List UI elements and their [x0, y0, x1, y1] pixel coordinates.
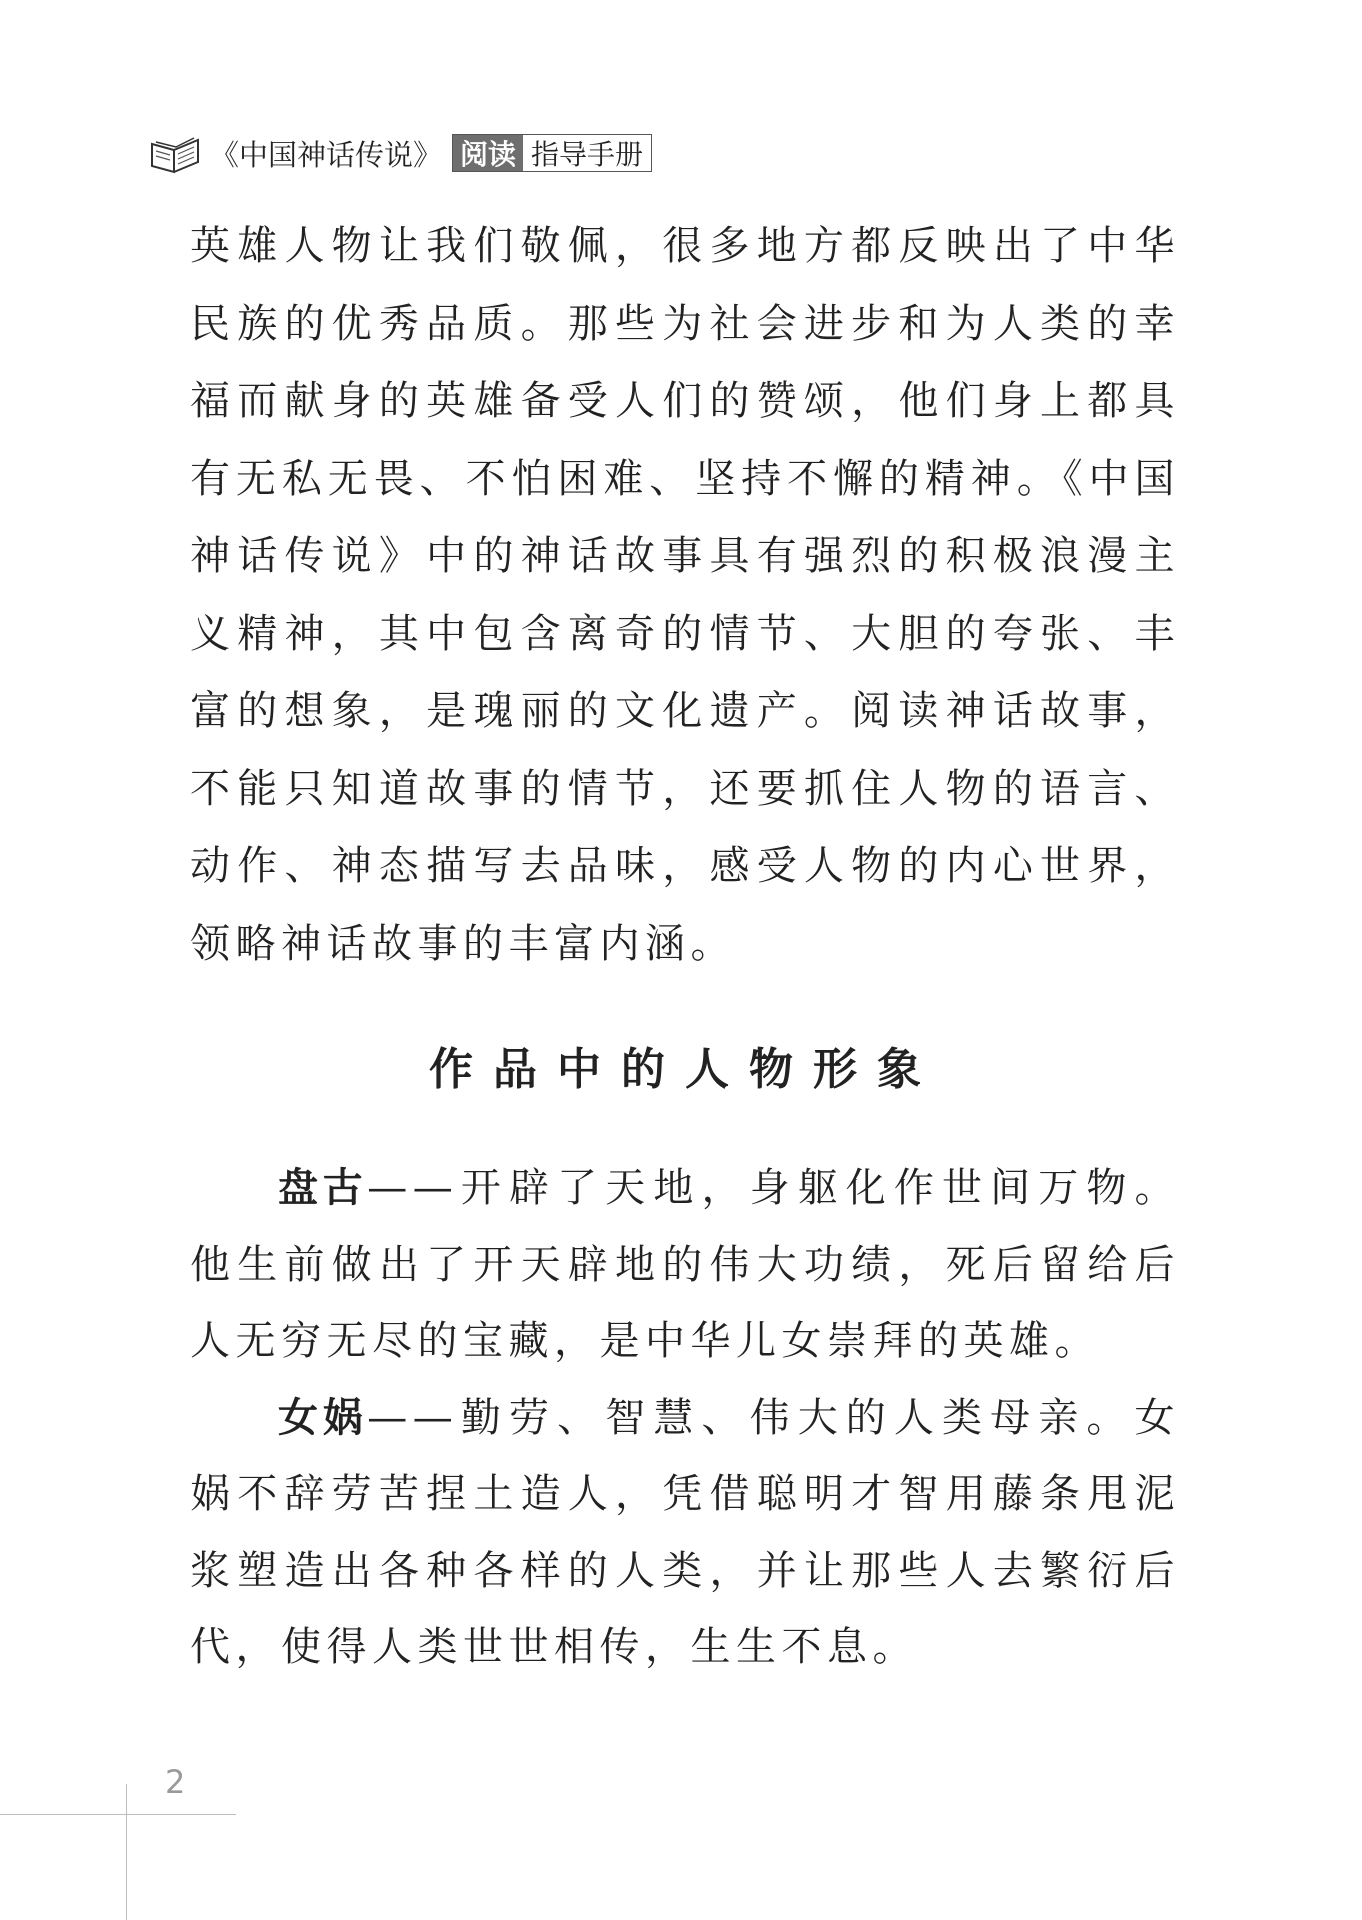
- book-title: 《中国神话传说》: [210, 137, 443, 172]
- section-heading: 作品中的人物形象: [429, 1044, 941, 1095]
- read-tag: 阅读: [453, 135, 523, 171]
- corner-rule-horizontal: [0, 1814, 236, 1815]
- open-book-icon: [148, 130, 204, 176]
- intro-paragraph: 英雄人物让我们敬佩，很多地方都反映出了中华民族的优秀品质。那些为社会进步和为人类的幸福而献身的英雄备受人们的赞颂，他们身上都具有无私无畏、不怕困难、坚持不懈的精神。《中国神话传说》中的神话故事具有强烈的积极浪漫主义精神，其中包含离奇的情节、大胆的夸张、丰富的想象，是瑰丽的文化遗产。阅读神话故事，不能只知道故事的情节，还要抓住人物的语言、动作、神态描写去品味，感受人物的内心世界，领略神话故事的丰富内涵。: [190, 223, 1180, 967]
- character-name: 盘古: [278, 1165, 368, 1211]
- character-name: 女娲: [278, 1394, 368, 1441]
- running-header: [148, 130, 652, 176]
- guide-label: [452, 134, 652, 172]
- guide-tag: 指导手册: [531, 138, 644, 171]
- character-list: [190, 1150, 1180, 1686]
- character-description: ——勤劳、智慧、伟大的人类母亲。女娲不辞劳苦捏土造人，凭借聪明才智用藤条甩泥浆塑造出各种各样的人类，并让那些人去繁衍后代，使得人类世世相传，生生不息。: [190, 1394, 1181, 1670]
- page-number: 2: [165, 1763, 186, 1801]
- corner-rule-vertical: [126, 1784, 127, 1920]
- character-entry-nuwa: [190, 1380, 1180, 1686]
- character-entry-pangu: [190, 1150, 1180, 1380]
- character-description: ——开辟了天地，身躯化作世间万物。他生前做出了开天辟地的伟大功绩，死后留给后人无穷无尽的宝藏，是中华儿女崇拜的英雄。: [190, 1165, 1181, 1364]
